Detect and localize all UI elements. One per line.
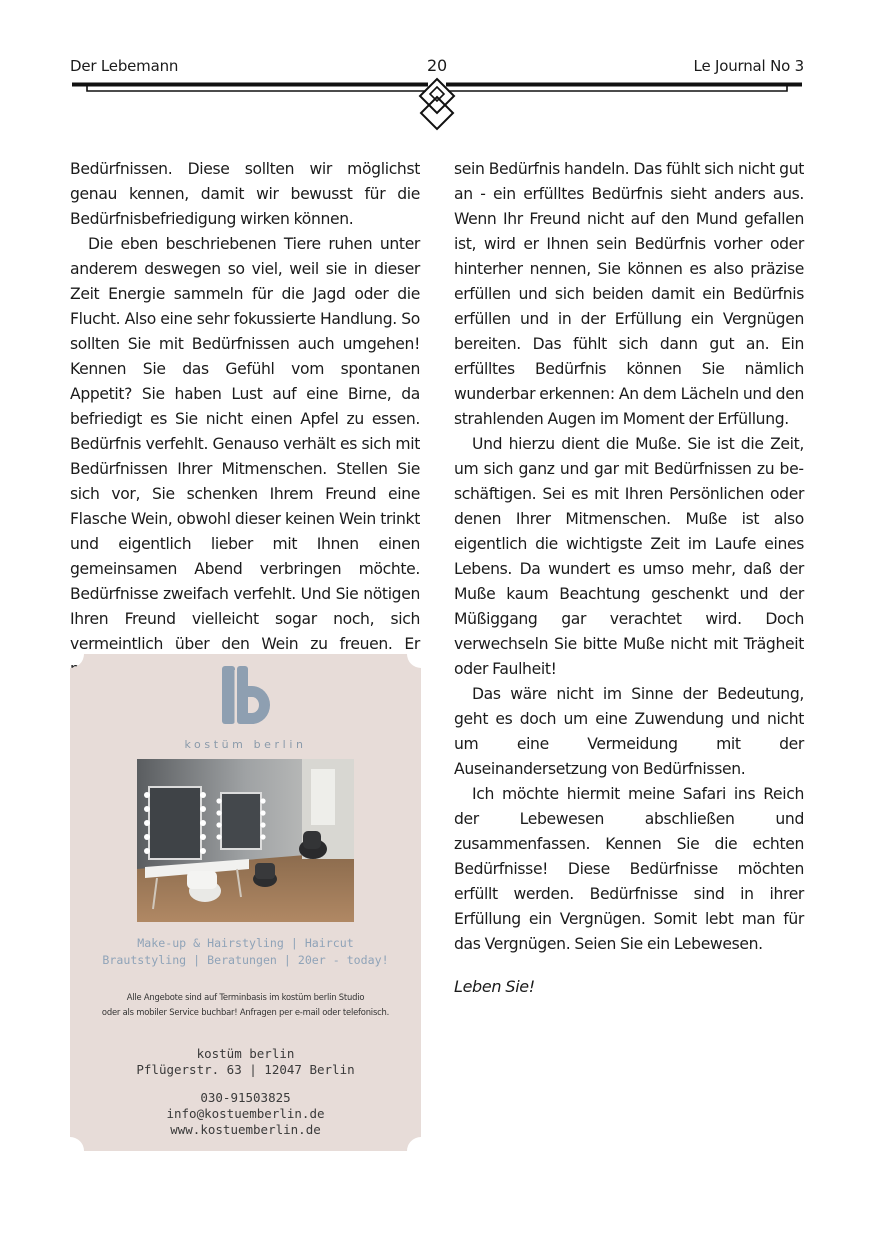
- article-signoff: Leben Sie!: [454, 977, 535, 996]
- kb-logo-icon: [218, 664, 274, 728]
- page-number: 20: [427, 56, 447, 75]
- advertisement-kostuem-berlin: [70, 654, 421, 1151]
- art-deco-header-ornament: [0, 76, 874, 136]
- ad-website: www.kostuemberlin.de: [170, 1122, 321, 1137]
- ad-email: info@kostuemberlin.de: [166, 1106, 325, 1121]
- ad-note-line: Alle Angebote sind auf Terminbasis im kostüm berlin Studio: [126, 992, 365, 1002]
- ad-address: Pflügerstr. 63 | 12047 Berlin: [136, 1062, 355, 1077]
- ad-note-line: oder als mobiler Service buchbar! Anfragen per e-mail oder telefonisch.: [101, 1007, 390, 1017]
- article-paragraph: sein Bedürfnis handeln. Das fühlt sich nicht gut an - ein erfülltes Bedürfnis sieht anders aus. Wenn Ihr Freund nicht auf den Mund gefallen ist, wird er Ihnen sein Bedürfnis vorher oder hinterher nennen, Sie können es also präzise erfüllen und sich beiden damit ein Bedürfnis erfüllen und in der Erfüllung ein Vergnügen bereiten. Das fühlt sich dann gut an. Ein erfülltes Bedürfnis können Sie nämlich wunderbar erkennen: An dem Lächeln und den strahlenden Augen im Moment der Erfüllung.: [454, 160, 804, 428]
- ad-services-line: Make-up & Hairstyling | Haircut: [137, 936, 354, 950]
- article-column-right: [454, 157, 804, 999]
- ad-business-name: kostüm berlin: [196, 1046, 295, 1061]
- ad-services-line: Brautstyling | Beratungen | 20er - today!: [102, 953, 389, 967]
- running-header-right: Le Journal No 3: [693, 57, 804, 75]
- ad-phone: 030-91503825: [200, 1090, 291, 1105]
- studio-photo: [137, 759, 354, 922]
- ad-services: [70, 935, 421, 969]
- ad-brand-name: kostüm berlin: [184, 738, 307, 751]
- article-paragraph: Das wäre nicht im Sinne der Bedeutung, geht es doch um eine Zuwendung und nicht um eine Vermeidung mit der Auseinandersetzung von Bedürfnissen.: [454, 685, 804, 778]
- article-paragraph: Und hierzu dient die Muße. Sie ist die Zeit, um sich ganz und gar mit Bedürfnissen zu beschäftigen. Sei es mit Ihren Persönlichen oder denen Ihrer Mitmenschen. Muße ist also eigentlich die wichtigste Zeit im Laufe eines Lebens. Da wundert es umso mehr, daß der Muße kaum Beachtung geschenkt und der Müßiggang gar verachtet wird. Doch verwechseln Sie bitte Muße nicht mit Trägheit oder Faulheit!: [454, 435, 804, 678]
- article-paragraph: Bedürfnissen. Diese sollten wir möglichst genau kennen, damit wir bewusst für die Bedürfnisbefriedigung wirken können.: [70, 160, 420, 228]
- article-column-left: [70, 157, 420, 682]
- running-header-left: Der Lebemann: [70, 57, 179, 75]
- ad-booking-note: [70, 990, 421, 1020]
- article-paragraph: Ich möchte hiermit meine Safari ins Reich der Lebewesen abschließen und zusammenfassen. Kennen Sie die echten Bedürfnisse! Diese Bedürfnisse möchten erfüllt werden. Bedürfnisse sind in ihrer Erfüllung ein Vergnügen. Somit lebt man für das Vergnügen. Seien Sie ein Lebewesen.: [454, 785, 804, 953]
- article-paragraph: Die eben beschriebenen Tiere ruhen unter anderem deswegen so viel, weil sie in dieser Zeit Energie sammeln für die Jagd oder die Flucht. Also eine sehr fokussierte Handlung. So sollten Sie mit Bedürfnissen auch umgehen! Kennen Sie das Gefühl vom spontanen Appetit? Sie haben Lust auf eine Birne, da befriedigt es Sie nicht einen Apfel zu essen. Bedürfnis verfehlt. Genauso verhält es sich mit Bedürfnissen Ihrer Mitmenschen. Stellen Sie sich vor, Sie schenken Ihrem Freund eine Flasche Wein, obwohl dieser keinen Wein trinkt und eigentlich lieber mit Ihnen einen gemeinsamen Abend verbringen möchte. Bedürfnisse zweifach verfehlt. Und Sie nötigen Ihren Freund vielleicht sogar noch, sich vermeintlich über den Wein zu freuen. Er: [70, 235, 420, 653]
- ad-contact-block: [70, 1046, 421, 1138]
